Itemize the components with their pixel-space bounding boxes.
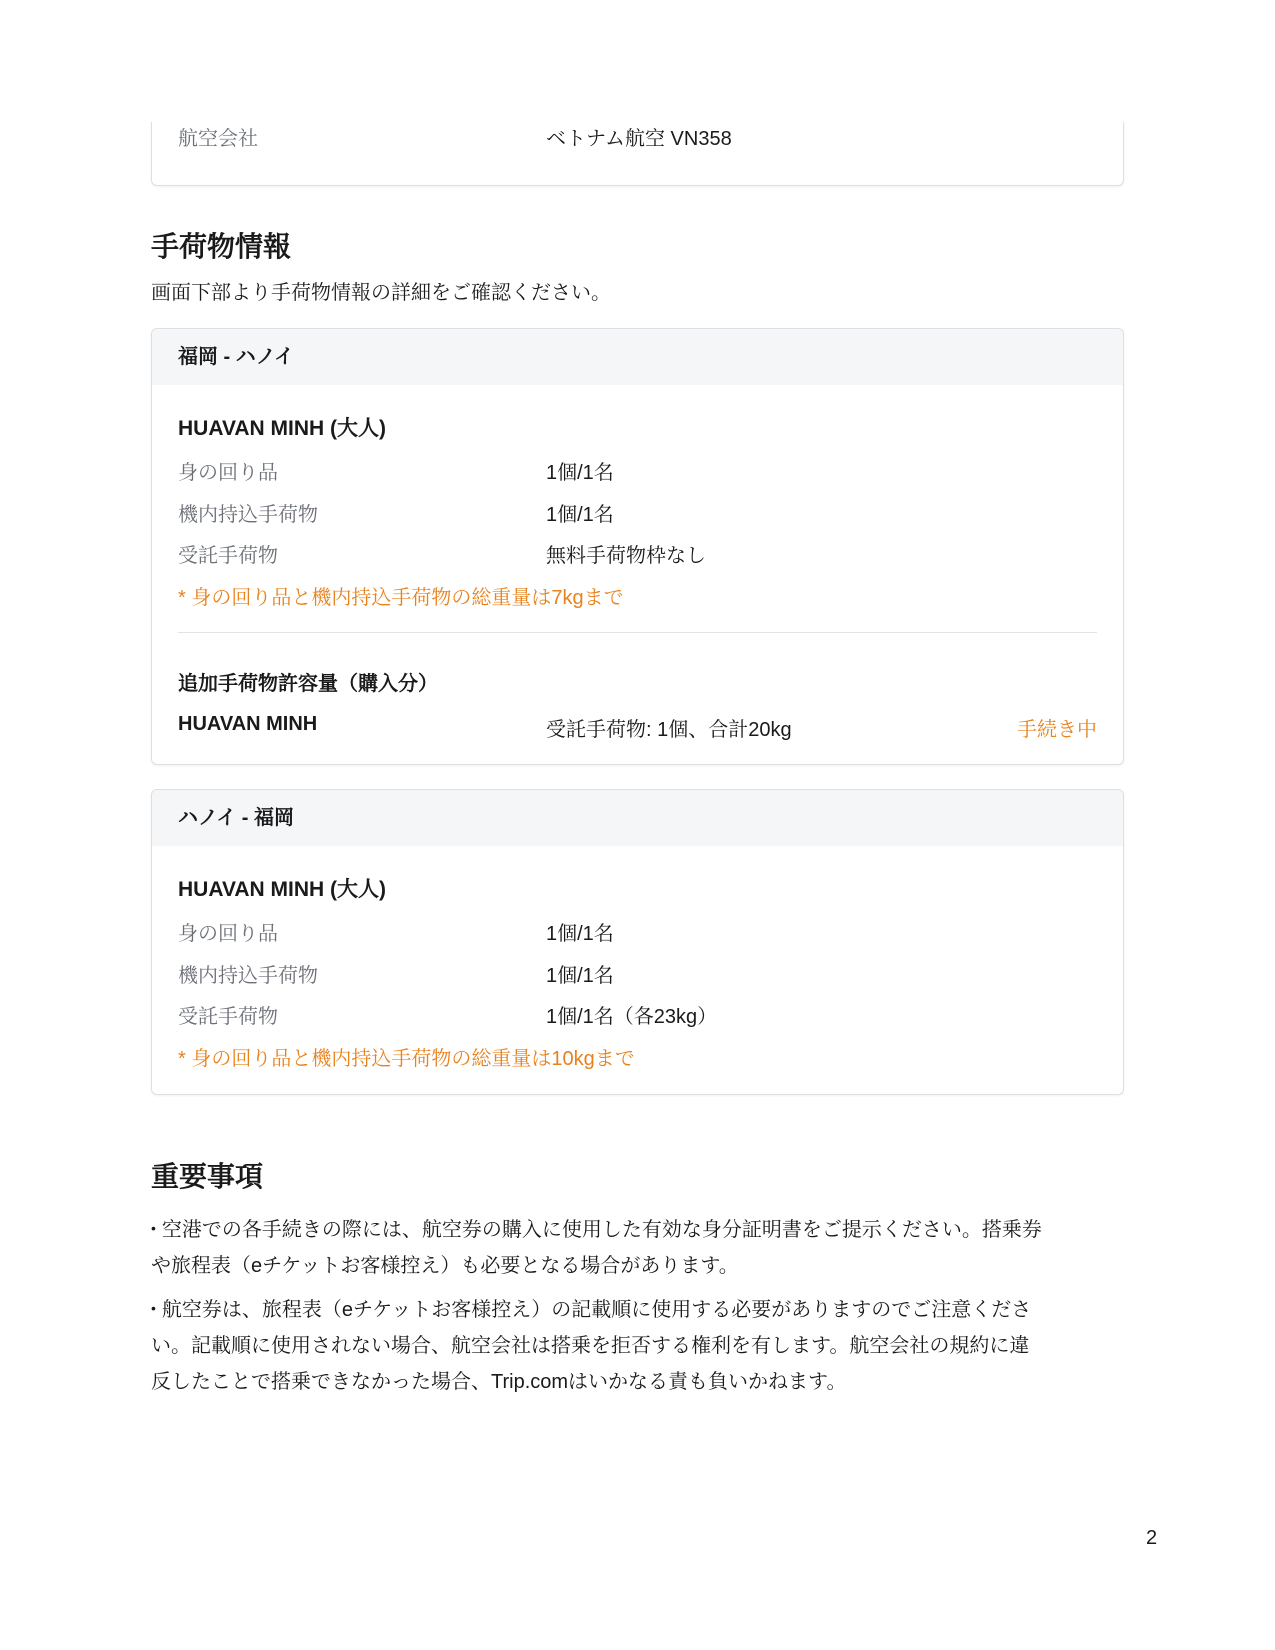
page-number: 2 <box>1146 1527 1158 1549</box>
segment-route: ハノイ - 福岡 <box>152 790 1123 846</box>
important-item <box>151 1210 1131 1284</box>
baggage-card-return <box>151 789 1124 1095</box>
weight-note: * 身の回り品と機内持込手荷物の総重量は10kgまで <box>178 1048 635 1070</box>
important-item-line: い。記載順に使用されない場合、航空会社は搭乗を拒否する権利を有します。航空会社の規約に違 <box>151 1335 1030 1357</box>
carry-on-value: 1個/1名 <box>546 965 614 987</box>
personal-item-label: 身の回り品 <box>178 462 278 484</box>
flight-info-card <box>151 122 1124 186</box>
important-section-title: 重要事項 <box>151 1161 264 1192</box>
extra-baggage-title: 追加手荷物許容量（購入分） <box>178 673 438 695</box>
carry-on-label: 機内持込手荷物 <box>178 504 318 526</box>
bullet-icon: • <box>151 1220 156 1236</box>
status-badge: 手続き中 <box>1017 719 1097 741</box>
divider <box>178 632 1097 633</box>
personal-item-label: 身の回り品 <box>178 923 278 945</box>
airline-value: ベトナム航空 VN358 <box>546 128 732 150</box>
passenger-name: HUAVAN MINH (大人) <box>178 417 387 440</box>
baggage-section-title: 手荷物情報 <box>151 231 292 262</box>
carry-on-value: 1個/1名 <box>546 504 614 526</box>
bullet-icon: • <box>151 1300 156 1316</box>
passenger-name: HUAVAN MINH (大人) <box>178 878 387 901</box>
baggage-card-outbound <box>151 328 1124 765</box>
important-item-line: や旅程表（eチケットお客様控え）も必要となる場合があります。 <box>151 1255 739 1277</box>
extra-baggage-passenger: HUAVAN MINH <box>178 713 318 735</box>
segment-route: 福岡 - ハノイ <box>152 329 1123 385</box>
important-item-line: 空港での各手続きの際には、航空券の購入に使用した有効な身分証明書をご提示ください。搭乗券 <box>161 1219 1042 1241</box>
checked-baggage-value: 1個/1名（各23kg） <box>546 1006 718 1028</box>
personal-item-value: 1個/1名 <box>546 462 614 484</box>
important-item <box>151 1290 1131 1400</box>
weight-note: * 身の回り品と機内持込手荷物の総重量は7kgまで <box>178 587 624 609</box>
personal-item-value: 1個/1名 <box>546 923 614 945</box>
checked-baggage-label: 受託手荷物 <box>178 545 278 567</box>
checked-baggage-label: 受託手荷物 <box>178 1006 278 1028</box>
baggage-section-description: 画面下部より手荷物情報の詳細をご確認ください。 <box>151 282 611 304</box>
airline-label: 航空会社 <box>178 128 258 150</box>
important-item-line: 航空券は、旅程表（eチケットお客様控え）の記載順に使用する必要がありますのでご注意くださ <box>161 1299 1032 1321</box>
checked-baggage-value: 無料手荷物枠なし <box>546 545 706 567</box>
carry-on-label: 機内持込手荷物 <box>178 965 318 987</box>
extra-baggage-value: 受託手荷物: 1個、合計20kg <box>546 719 792 741</box>
important-item-line: 反したことで搭乗できなかった場合、Trip.comはいかなる責も負いかねます。 <box>151 1371 847 1393</box>
